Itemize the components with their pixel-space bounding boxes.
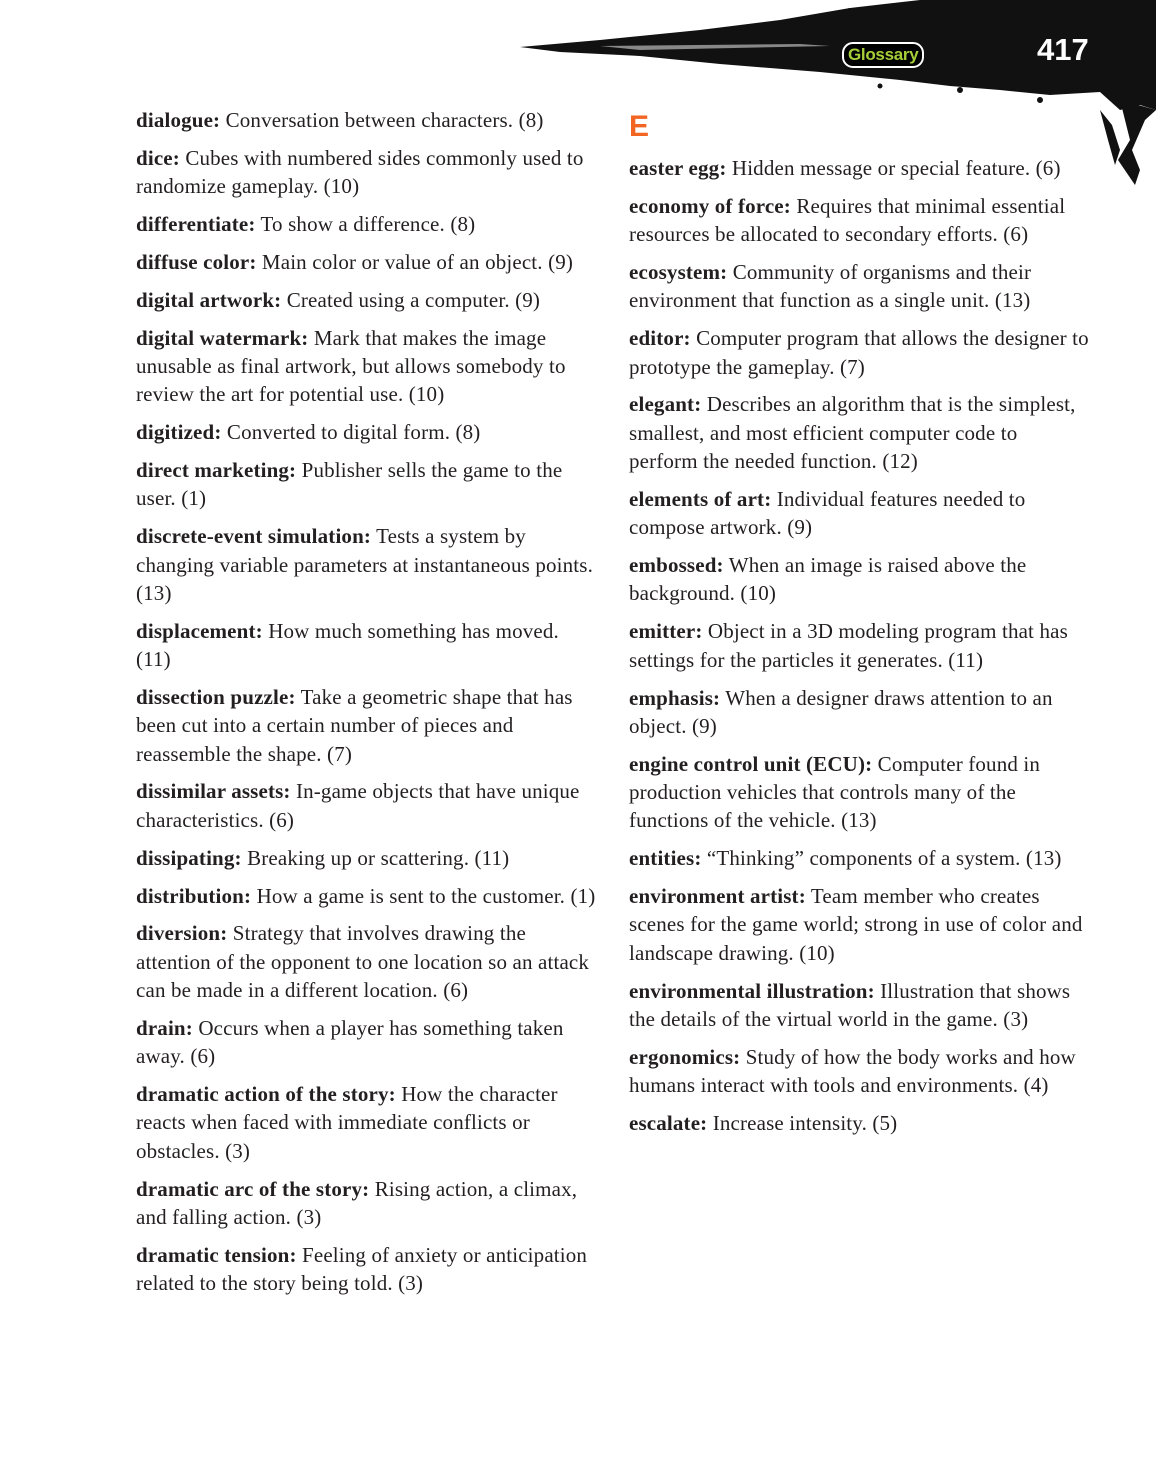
glossary-definition: Publisher sells the game to the user. (1) [136, 458, 563, 511]
glossary-entry [136, 456, 598, 513]
glossary-definition: Take a geometric shape that has been cut into a certain number of pieces and reassemble the shape. (7) [136, 684, 573, 766]
glossary-term: editor: [629, 326, 691, 351]
glossary-term: diversion: [136, 921, 228, 946]
glossary-definition: When a designer draws attention to an object. (9) [629, 685, 1053, 738]
glossary-definition: Created using a computer. (9) [286, 287, 541, 312]
glossary-definition: Hidden message or special feature. (6) [731, 156, 1061, 180]
glossary-term: economy of force: [629, 193, 791, 218]
section-letter: E [629, 110, 650, 143]
glossary-entry [629, 617, 1091, 674]
glossary-entry [629, 485, 1091, 542]
glossary-entry [136, 1014, 598, 1071]
glossary-definition: How much something has moved. (11) [136, 618, 559, 672]
glossary-definition: Occurs when a player has something taken away. (6) [136, 1015, 564, 1069]
glossary-entry [629, 750, 1091, 835]
right-column [629, 110, 1091, 1147]
glossary-definition: Tests a system by changing variable parameters at instantaneous points. (13) [136, 524, 593, 605]
glossary-term: dissipating: [136, 845, 242, 870]
glossary-term: easter egg: [629, 156, 727, 180]
glossary-entry [136, 418, 598, 446]
glossary-definition: Rising action, a climax, and falling action. (3) [136, 1176, 578, 1229]
glossary-entry [136, 248, 598, 276]
glossary-definition: Cubes with numbered sides commonly used to randomize gameplay. (10) [136, 145, 584, 199]
glossary-entry [629, 844, 1091, 872]
glossary-term: environment artist: [629, 884, 806, 909]
left-column [136, 106, 598, 1307]
glossary-entry [629, 192, 1091, 249]
glossary-entry [136, 286, 598, 314]
glossary-term: ecosystem: [629, 260, 728, 285]
glossary-entry [136, 683, 598, 768]
glossary-term: dissection puzzle: [136, 684, 296, 709]
glossary-entry [136, 106, 598, 134]
glossary-entry [136, 522, 598, 607]
glossary-definition: Converted to digital form. (8) [226, 420, 481, 445]
glossary-term: dice: [136, 145, 180, 170]
glossary-entry [629, 390, 1091, 475]
glossary-entry [136, 1175, 598, 1232]
glossary-term: distribution: [136, 883, 252, 908]
glossary-term: emphasis: [629, 685, 721, 710]
glossary-definition: Strategy that involves drawing the attention of the opponent to one location so an attack can be made in a different location. (6) [136, 921, 590, 1003]
glossary-entry [136, 144, 598, 201]
glossary-definition: Main color or value of an object. (9) [261, 249, 574, 274]
glossary-term: diffuse color: [136, 249, 257, 274]
glossary-term: dramatic tension: [136, 1242, 297, 1267]
glossary-term: digitized: [136, 420, 222, 445]
glossary-term: discrete-event simulation: [136, 524, 372, 549]
glossary-term: elements of art: [629, 486, 772, 511]
glossary-definition: “Thinking” components of a system. (13) [706, 846, 1062, 871]
glossary-definition: Describes an algorithm that is the simplest, smallest, and most efficient computer code to perform the needed function. (12) [629, 392, 1076, 474]
glossary-entry [629, 882, 1091, 967]
glossary-definition: How the character reacts when faced with immediate conflicts or obstacles. (3) [136, 1082, 558, 1163]
glossary-term: escalate: [629, 1110, 708, 1135]
glossary-entry [136, 324, 598, 409]
glossary-definition: Team member who creates scenes for the game world; strong in use of color and landscape drawing. (10) [629, 884, 1083, 965]
glossary-entry [629, 977, 1091, 1034]
glossary-term: elegant: [629, 392, 702, 417]
glossary-definition: Breaking up or scattering. (11) [247, 845, 510, 870]
glossary-definition: Illustration that shows the details of the virtual world in the game. (3) [629, 978, 1071, 1031]
glossary-entry [136, 882, 598, 910]
glossary-definition: To show a difference. (8) [260, 212, 476, 237]
glossary-definition: Conversation between characters. (8) [225, 108, 544, 132]
glossary-entry [136, 210, 598, 238]
glossary-entry [629, 1043, 1091, 1100]
glossary-term: environmental illustration: [629, 978, 875, 1003]
glossary-definition: Computer found in production vehicles that controls many of the functions of the vehicle. (13) [629, 751, 1041, 833]
glossary-term: dramatic action of the story: [136, 1082, 396, 1107]
glossary-definition: Object in a 3D modeling program that has settings for the particles it generates. (11) [629, 619, 1068, 672]
glossary-term: digital watermark: [136, 325, 309, 350]
glossary-definition: Increase intensity. (5) [712, 1110, 898, 1135]
glossary-entry [136, 919, 598, 1004]
glossary-entry [629, 551, 1091, 608]
glossary-entry [629, 684, 1091, 741]
glossary-entry [629, 154, 1091, 182]
glossary-term: embossed: [629, 553, 724, 578]
glossary-term: drain: [136, 1015, 193, 1040]
glossary-term: dialogue: [136, 108, 221, 132]
glossary-entry [136, 617, 598, 674]
glossary-entry [136, 777, 598, 834]
glossary-definition: How a game is sent to the customer. (1) [256, 883, 596, 908]
glossary-definition: Mark that makes the image unusable as final artwork, but allows somebody to review the art for potential use. (10) [136, 325, 566, 407]
glossary-term: displacement: [136, 618, 263, 643]
page-number: 417 [1037, 32, 1089, 67]
glossary-term: engine control unit (ECU): [629, 751, 873, 776]
glossary-term: direct marketing: [136, 458, 297, 483]
glossary-definition: Community of organisms and their environment that function as a single unit. (13) [629, 260, 1032, 313]
glossary-entry [629, 258, 1091, 315]
glossary-term: differentiate: [136, 212, 256, 237]
glossary-term: digital artwork: [136, 287, 282, 312]
glossary-definition: Study of how the body works and how humans interact with tools and environments. (4) [629, 1044, 1076, 1098]
glossary-term: entities: [629, 846, 702, 871]
glossary-definition: Feeling of anxiety or anticipation related to the story being told. (3) [136, 1242, 588, 1296]
glossary-definition: Computer program that allows the designer to prototype the gameplay. (7) [629, 326, 1089, 379]
glossary-entry [136, 1241, 598, 1298]
glossary-entry [629, 1109, 1091, 1137]
glossary-entry [136, 844, 598, 872]
glossary-entry [629, 324, 1091, 381]
section-label: Glossary [842, 42, 924, 68]
glossary-definition: Requires that minimal essential resources be allocated to secondary efforts. (6) [629, 193, 1066, 247]
glossary-definition: In-game objects that have unique characteristics. (6) [136, 779, 580, 832]
glossary-term: emitter: [629, 619, 703, 644]
glossary-definition: Individual features needed to compose artwork. (9) [629, 486, 1026, 540]
glossary-term: ergonomics: [629, 1044, 741, 1069]
glossary-term: dramatic arc of the story: [136, 1176, 370, 1201]
glossary-term: dissimilar assets: [136, 779, 291, 804]
glossary-definition: When an image is raised above the background. (10) [629, 553, 1027, 606]
glossary-entry [136, 1080, 598, 1165]
